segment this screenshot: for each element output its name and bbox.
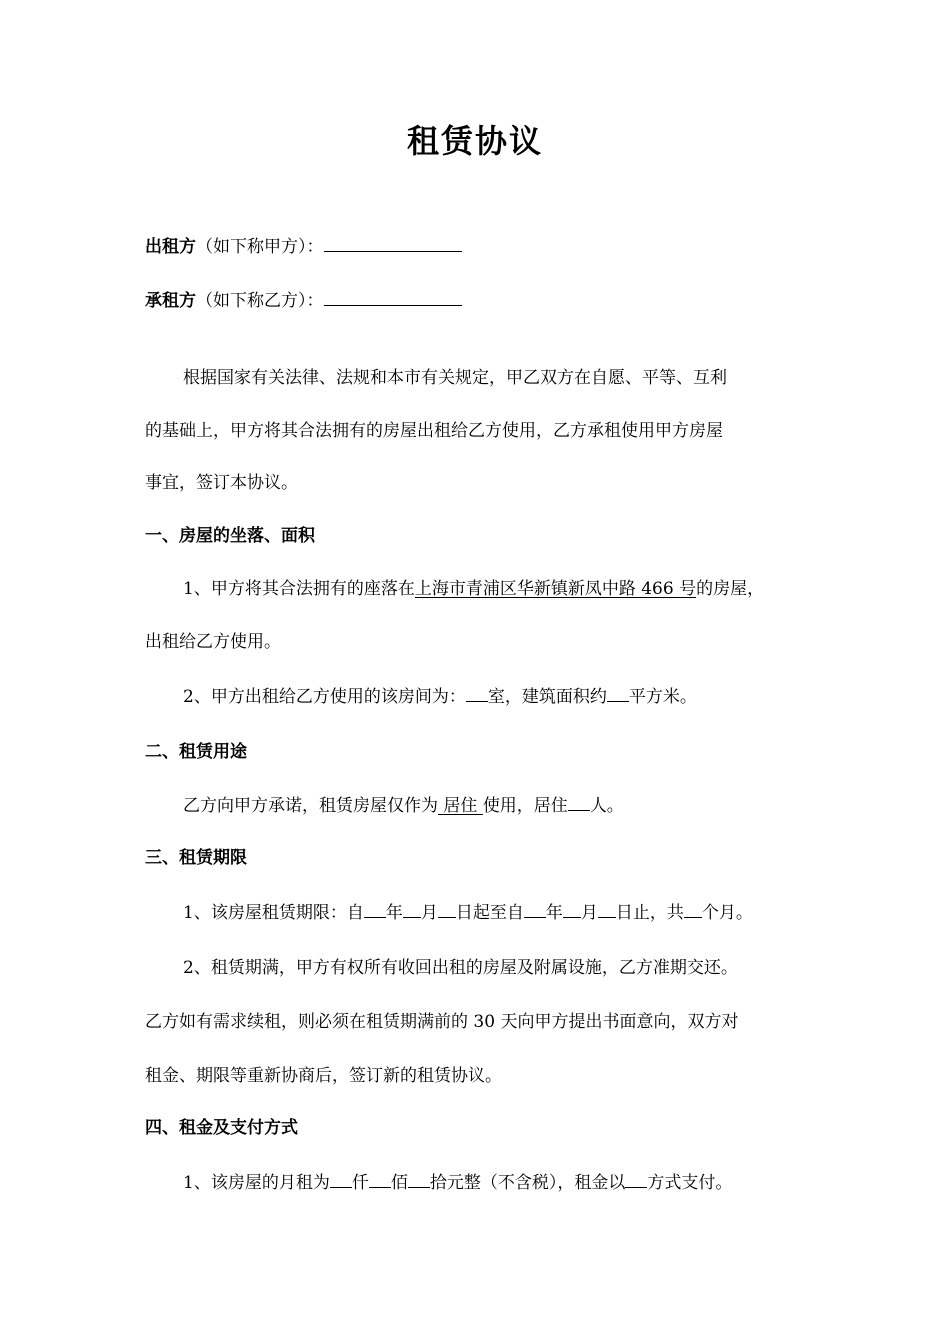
lessor-note: （如下称甲方）： [196, 237, 324, 257]
document-title: 租赁协议 [406, 122, 543, 160]
section-4-heading: 四、租金及支付方式 [145, 1118, 298, 1138]
item-text: 1、该房屋租赁期限：自 [183, 903, 364, 923]
section-1-heading: 一、房屋的坐落、面积 [145, 526, 315, 546]
item-text: 2、甲方出租给乙方使用的该房间为： [183, 687, 466, 707]
intro-line-2: 的基础上，甲方将其合法拥有的房屋出租给乙方使用，乙方承租使用甲方房屋 [145, 421, 723, 441]
item-text: 使用，居住 [482, 796, 568, 816]
lessor-line [145, 233, 462, 259]
start-month-blank[interactable] [403, 899, 421, 918]
lessee-line [145, 287, 462, 313]
end-month-blank[interactable] [563, 899, 581, 918]
item-text: 乙方向甲方承诺，租赁房屋仅作为 [183, 796, 438, 816]
item-text: 月 [420, 903, 438, 923]
item-text: 1、该房屋的月租为 [183, 1173, 330, 1193]
lessee-label: 承租方 [145, 291, 196, 311]
lessee-note: （如下称乙方）： [196, 291, 324, 311]
total-months-blank[interactable] [684, 899, 702, 918]
item-text: 仟 [351, 1173, 369, 1193]
item-text: 1、甲方将其合法拥有的座落在 [183, 579, 415, 599]
section-3-item-2: 2、租赁期满，甲方有权所有收回出租的房屋及附属设施，乙方准期交还。 [183, 958, 738, 978]
room-count-blank[interactable] [466, 683, 488, 702]
item-text: 个月。 [701, 903, 753, 923]
purpose-text: 居住 [443, 796, 478, 816]
section-1-item-1-cont: 出租给乙方使用。 [145, 632, 281, 652]
end-year-blank[interactable] [524, 899, 546, 918]
item-text: 平方米。 [628, 687, 697, 707]
item-text: 日止，共 [615, 903, 684, 923]
item-text: 日起至自 [455, 903, 524, 923]
lessor-label: 出租方 [145, 237, 196, 257]
item-text: 月 [580, 903, 598, 923]
section-3-heading: 三、租赁期限 [145, 848, 247, 868]
section-2-heading: 二、租赁用途 [145, 742, 247, 762]
item-text: 年 [545, 903, 563, 923]
item-text: 方式支付。 [647, 1173, 733, 1193]
item-text: 拾元整（不含税），租金以 [429, 1173, 626, 1193]
occupants-blank[interactable] [568, 792, 590, 811]
payment-method-blank[interactable] [625, 1169, 647, 1188]
rent-thousands-blank[interactable] [330, 1169, 352, 1188]
item-text: 室，建筑面积约 [487, 687, 607, 707]
section-1-item-2 [183, 683, 697, 709]
item-text: 佰 [390, 1173, 408, 1193]
end-day-blank[interactable] [598, 899, 616, 918]
item-text: 的房屋， [696, 579, 765, 599]
section-3-item-2-cont-1: 乙方如有需求续租，则必须在租赁期满前的 30 天向甲方提出书面意向，双方对 [145, 1012, 739, 1032]
lessee-blank[interactable] [324, 287, 462, 306]
item-text: 人。 [589, 796, 624, 816]
rental-purpose [438, 796, 483, 816]
property-address: 上海市青浦区华新镇新凤中路 466 号 [414, 579, 697, 599]
section-3-item-2-cont-2: 租金、期限等重新协商后，签订新的租赁协议。 [145, 1066, 502, 1086]
rent-hundreds-blank[interactable] [369, 1169, 391, 1188]
area-blank[interactable] [607, 683, 629, 702]
item-text: 年 [385, 903, 403, 923]
section-2-text [183, 792, 624, 818]
rent-tens-blank[interactable] [408, 1169, 430, 1188]
lessor-blank[interactable] [324, 233, 462, 252]
section-1-item-1 [183, 577, 764, 601]
intro-line-3: 事宜，签订本协议。 [145, 473, 298, 493]
intro-line-1: 根据国家有关法律、法规和本市有关规定，甲乙双方在自愿、平等、互利 [183, 368, 727, 388]
section-3-item-1 [183, 899, 753, 925]
start-year-blank[interactable] [364, 899, 386, 918]
section-4-item-1 [183, 1169, 732, 1195]
start-day-blank[interactable] [438, 899, 456, 918]
